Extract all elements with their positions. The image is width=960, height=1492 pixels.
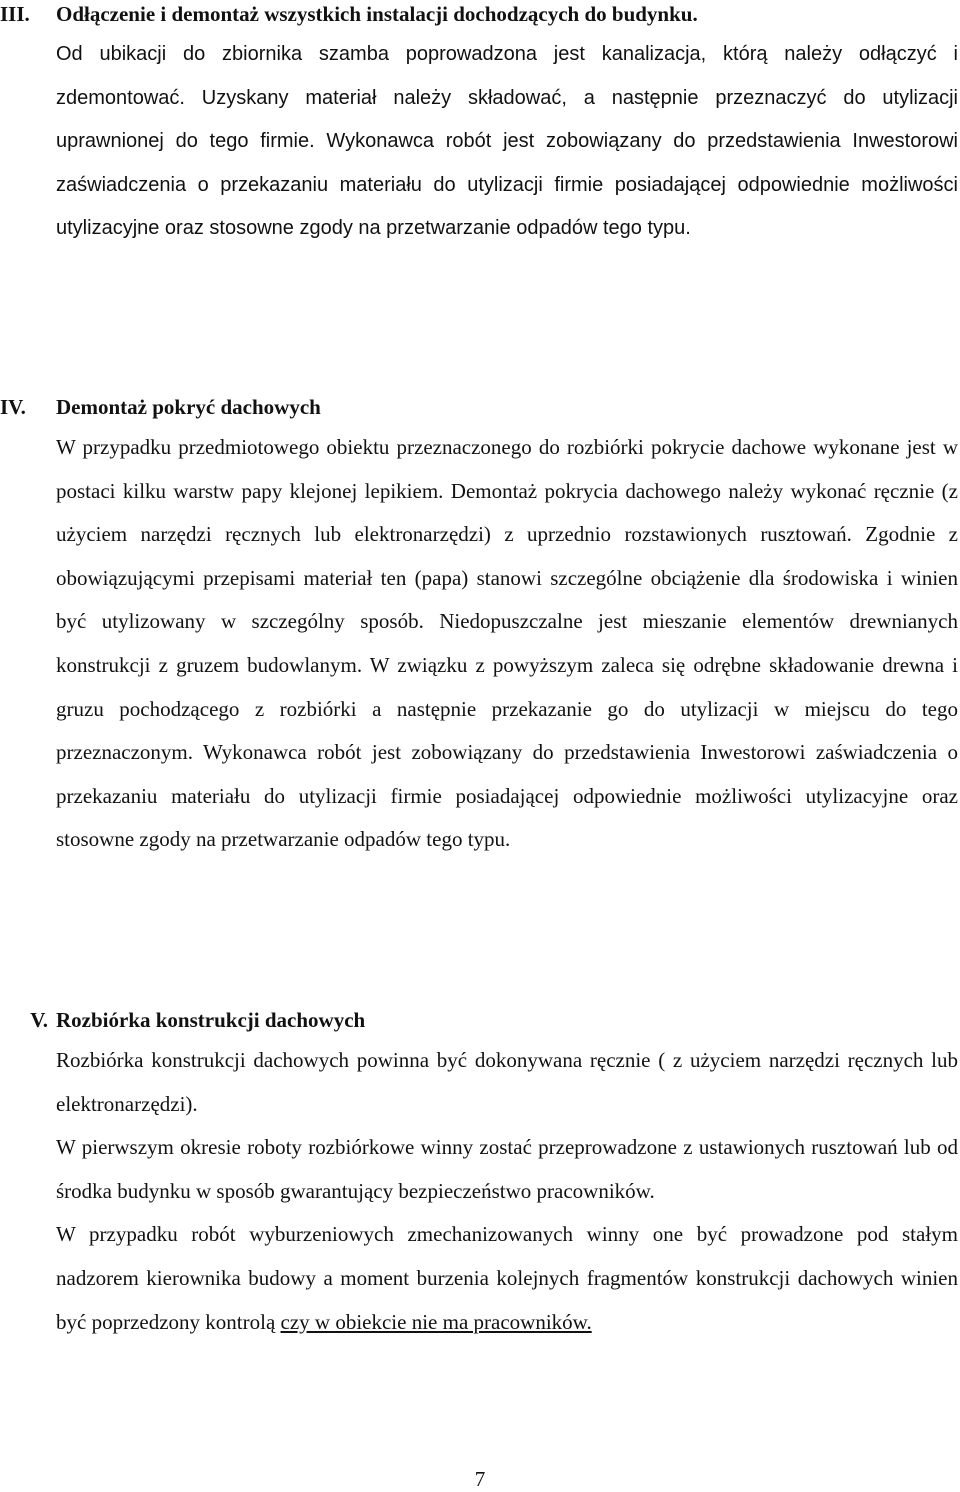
- paragraph-text: Od ubikacji do zbiornika szamba poprowadzona jest kanalizacja, którą należy odłączyć i zdemontować. Uzyskany materiał należy składować, a następnie przeznaczyć do utylizacji uprawnionej do tego firmie.: [56, 43, 958, 153]
- section-paragraph: [56, 33, 958, 251]
- section-title: Odłączenie i demontaż wszystkich instalacji dochodzących do budynku.: [56, 2, 698, 26]
- paragraph-text: Wykonawca robót jest zobowiązany do przedstawienia Inwestorowi zaświadczenia o przekazaniu materiału do utylizacji firmie posiadającej odpowiednie możliwości utylizacyjne oraz stosowne zgody na przetwarzanie odpadów tego typu.: [56, 130, 959, 240]
- section-paragraph: Rozbiórka konstrukcji dachowych powinna być dokonywana ręcznie ( z użyciem narzędzi ręcznych lub elektronarzędzi).: [56, 1048, 958, 1116]
- section-paragraph: W pierwszym okresie roboty rozbiórkowe winny zostać przeprowadzone z ustawionych rusztowań lub od środka budynku w sposób gwarantujący bezpieczeństwo pracowników.: [56, 1135, 958, 1203]
- section-number: IV.: [0, 395, 26, 419]
- paragraph-text: W przypadku robót wyburzeniowych zmechanizowanych winny one być prowadzone pod stałym nadzorem kierownika budowy a moment burzenia kolejnych fragmentów konstrukcji dachowych winien być poprzedzony kontrolą: [56, 1222, 958, 1334]
- section-iii: [0, 0, 959, 251]
- section-v: [30, 1006, 958, 1344]
- section-number: III.: [0, 2, 30, 26]
- page-number: 7: [474, 1467, 486, 1491]
- underlined-text: czy w obiekcie nie ma pracowników.: [280, 1309, 592, 1334]
- section-number: V.: [30, 1008, 48, 1032]
- section-title: Demontaż pokryć dachowych: [56, 395, 321, 419]
- section-paragraph: [56, 1213, 958, 1344]
- section-paragraph: W przypadku przedmiotowego obiektu przeznaczonego do rozbiórki pokrycie dachowe wykonane jest w postaci kilku warstw papy klejonej lepikiem. Demontaż pokrycia dachowego należy wykonać ręcznie (z użyciem narzędzi ręcznych lub elektronarzędzi) z uprzednio rozstawionych rusztowań. Zgodnie z obowiązującymi przepisami materiał ten (papa) stanowi szczególne obciążenie dla środowiska i winien być utylizowany w szczególny sposób. Niedopuszczalne jest mieszanie elementów drewnianych konstrukcji z gruzem budowlanym. W związku z powyższym zaleca się odrębne składowanie drewna i gruzu pochodzącego z rozbiórki a następnie przekazanie go do utylizacji w miejscu do tego przeznaczonym. Wykonawca robót jest zobowiązany do przedstawienia Inwestorowi zaświadczenia o przekazaniu materiału do utylizacji firmie posiadającej odpowiednie możliwości utylizacyjne oraz stosowne zgody na przetwarzanie odpadów tego typu.: [56, 435, 958, 852]
- section-iv: [0, 393, 958, 862]
- section-title: Rozbiórka konstrukcji dachowych: [56, 1008, 366, 1032]
